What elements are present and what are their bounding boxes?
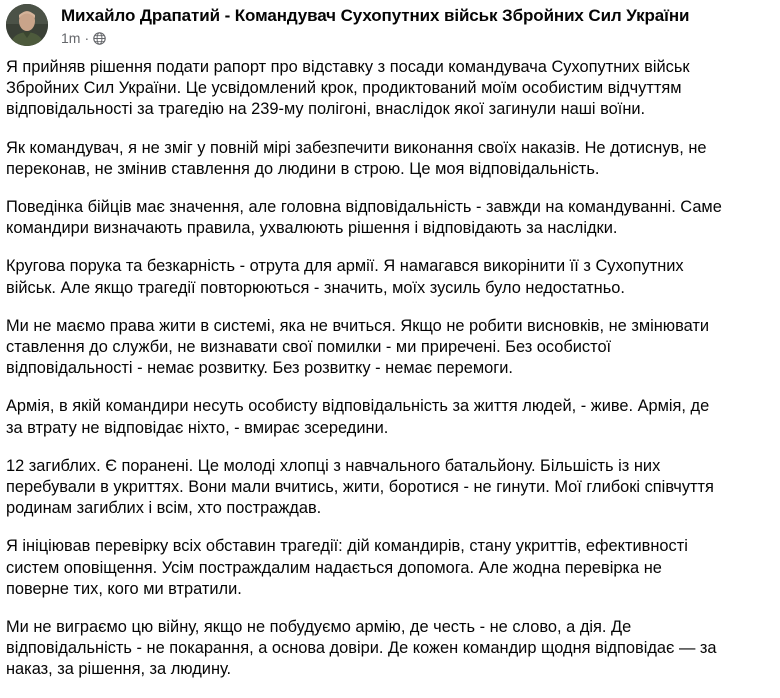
post-line: перебували в укриттях. Вони мали вчитись, жити, боротися - не гинути. Мої глибокі співчуття — [6, 478, 714, 497]
meta-separator: · — [84, 30, 90, 46]
post-paragraph — [6, 197, 778, 239]
globe-icon[interactable] — [93, 32, 106, 45]
post-line: Я прийняв рішення подати рапорт про відставку з посади командувача Сухопутних військ — [6, 58, 690, 76]
post-paragraph — [6, 256, 778, 298]
author-name[interactable]: Михайло Драпатий - Командувач Сухопутних військ Збройних Сил України — [61, 6, 690, 25]
post-line: 12 загиблих. Є поранені. Це молоді хлопці з навчального батальйону. Більшість із них — [6, 456, 661, 475]
post-line: родинам загиблих і всім, хто постраждав. — [6, 499, 322, 518]
post-line: Кругова порука та безкарність - отрута для армії. Я намагався викорінити її з Сухопутних — [6, 257, 684, 276]
post-line: систем оповіщення. Усім постраждалим надається допомога. Але жодна перевірка не — [6, 558, 662, 577]
post-line: Армія, в якій командири несуть особисту відповідальність за життя людей, - живе. Армія, де — [6, 397, 710, 416]
post-line: Поведінка бійців має значення, але головна відповідальність - завжди на командуванні. Саме — [6, 198, 722, 217]
post-paragraph — [6, 617, 778, 681]
post-line: переконав, не змінив ставлення до людини в строю. Це моя відповідальність. — [6, 159, 600, 178]
avatar-portrait-icon — [6, 4, 48, 46]
post-line: військ. Але якщо трагедії повторюються - значить, моїх зусиль було недостатньо. — [6, 278, 625, 297]
post-line: поверне тих, кого ми втратили. — [6, 579, 242, 598]
post-paragraph — [6, 456, 778, 520]
post-line: наказ, за рішення, за людину. — [6, 660, 232, 679]
post-line: за втрату не відповідає ніхто, - вмирає зсередини. — [6, 418, 389, 437]
post-line: Я ініціював перевірку всіх обставин трагедії: дій командирів, стану укриттів, ефективності — [6, 537, 688, 556]
post-line: відповідальність - не покарання, а основа довіри. Де кожен командир щодня відповідає — за — [6, 639, 717, 658]
post-line: Ми не маємо права жити в системі, яка не вчиться. Якщо не робити висновків, не змінювати — [6, 316, 710, 335]
post-line: ставлення до служби, не визнавати свої помилки - ми приречені. Без особистої — [6, 338, 612, 357]
post-line: Збройних Сил України. Це усвідомлений крок, продиктований моїм особистим відчуттям — [6, 79, 682, 98]
post-paragraph — [6, 57, 778, 121]
post-body — [6, 57, 778, 698]
post-line: відповідальності за трагедію на 239-му полігоні, внаслідок якої загинули наші воїни. — [6, 100, 646, 119]
post-paragraph — [6, 138, 778, 180]
post-line: Ми не виграємо цю війну, якщо не побудуємо армію, де честь - не слово, а дія. Де — [6, 618, 632, 637]
post-header — [6, 4, 776, 48]
post-line: відповідальності - немає розвитку. Без розвитку - немає перемоги. — [6, 359, 513, 378]
post-paragraph — [6, 316, 778, 380]
post-timestamp[interactable]: 1m — [61, 30, 81, 46]
post-line: командири визначають правила, ухвалюють рішення і відповідають за наслідки. — [6, 219, 618, 238]
author-avatar[interactable] — [6, 4, 48, 46]
post-paragraph — [6, 396, 778, 438]
post-paragraph — [6, 536, 778, 600]
post-meta — [61, 30, 106, 46]
post-line: Як командувач, я не зміг у повній мірі забезпечити виконання своїх наказів. Не дотиснув, не — [6, 138, 707, 157]
